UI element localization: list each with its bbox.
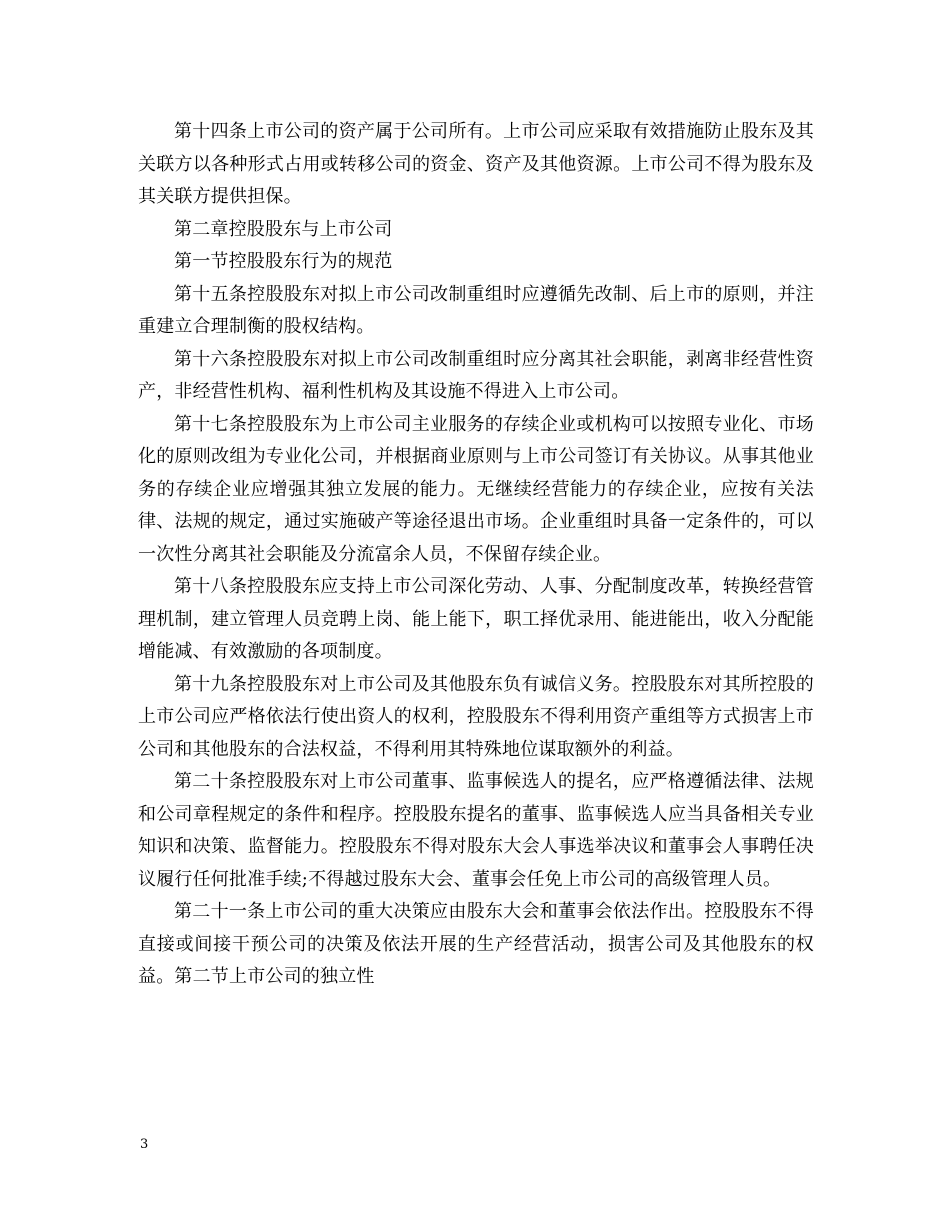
page-number: 3 — [140, 1137, 149, 1152]
paragraph-article-15: 第十五条控股股东对拟上市公司改制重组时应遵循先改制、后上市的原则，并注重建立合理制衡的股权结构。 — [138, 283, 814, 337]
paragraph-article-20: 第二十条控股股东对上市公司董事、监事候选人的提名，应严格遵循法律、法规和公司章程规定的条件和程序。控股股东提名的董事、监事候选人应当具备相关专业知识和决策、监督能力。控股股东不得对股东大会人事选举决议和董事会人事聘任决议履行任何批准手续;不得越过股东大会、董事会任免上市公司的高级管理人员。 — [138, 771, 814, 890]
paragraph-article-18: 第十八条控股股东应支持上市公司深化劳动、人事、分配制度改革，转换经营管理机制，建立管理人员竞聘上岗、能上能下，职工择优录用、能进能出，收入分配能增能减、有效激励的各项制度。 — [138, 576, 814, 662]
document-body — [138, 116, 814, 994]
chapter-heading: 第二章控股股东与上市公司 — [174, 218, 393, 240]
paragraph-article-21: 第二十一条上市公司的重大决策应由股东大会和董事会依法作出。控股股东不得直接或间接干预公司的决策及依法开展的生产经营活动，损害公司及其他股东的权益。第二节上市公司的独立性 — [138, 901, 814, 987]
section-heading: 第一节控股股东行为的规范 — [174, 251, 393, 272]
paragraph-article-19: 第十九条控股股东对上市公司及其他股东负有诚信义务。控股股东对其所控股的上市公司应严格依法行使出资人的权利，控股股东不得利用资产重组等方式损害上市公司和其他股东的合法权益，不得利用其特殊地位谋取额外的利益。 — [138, 673, 814, 760]
paragraph-article-16: 第十六条控股股东对拟上市公司改制重组时应分离其社会职能，剥离非经营性资产，非经营性机构、福利性机构及其设施不得进入上市公司。 — [138, 348, 814, 402]
paragraph-article-17: 第十七条控股股东为上市公司主业服务的存续企业或机构可以按照专业化、市场化的原则改组为专业化公司，并根据商业原则与上市公司签订有关协议。从事其他业务的存续企业应增强其独立发展的能力。无继续经营能力的存续企业，应按有关法律、法规的规定，通过实施破产等途径退出市场。企业重组时具备一定条件的，可以一次性分离其社会职能及分流富余人员，不保留存续企业。 — [138, 413, 814, 565]
paragraph-article-14: 第十四条上市公司的资产属于公司所有。上市公司应采取有效措施防止股东及其关联方以各种形式占用或转移公司的资金、资产及其他资源。上市公司不得为股东及其关联方提供担保。 — [138, 121, 814, 207]
